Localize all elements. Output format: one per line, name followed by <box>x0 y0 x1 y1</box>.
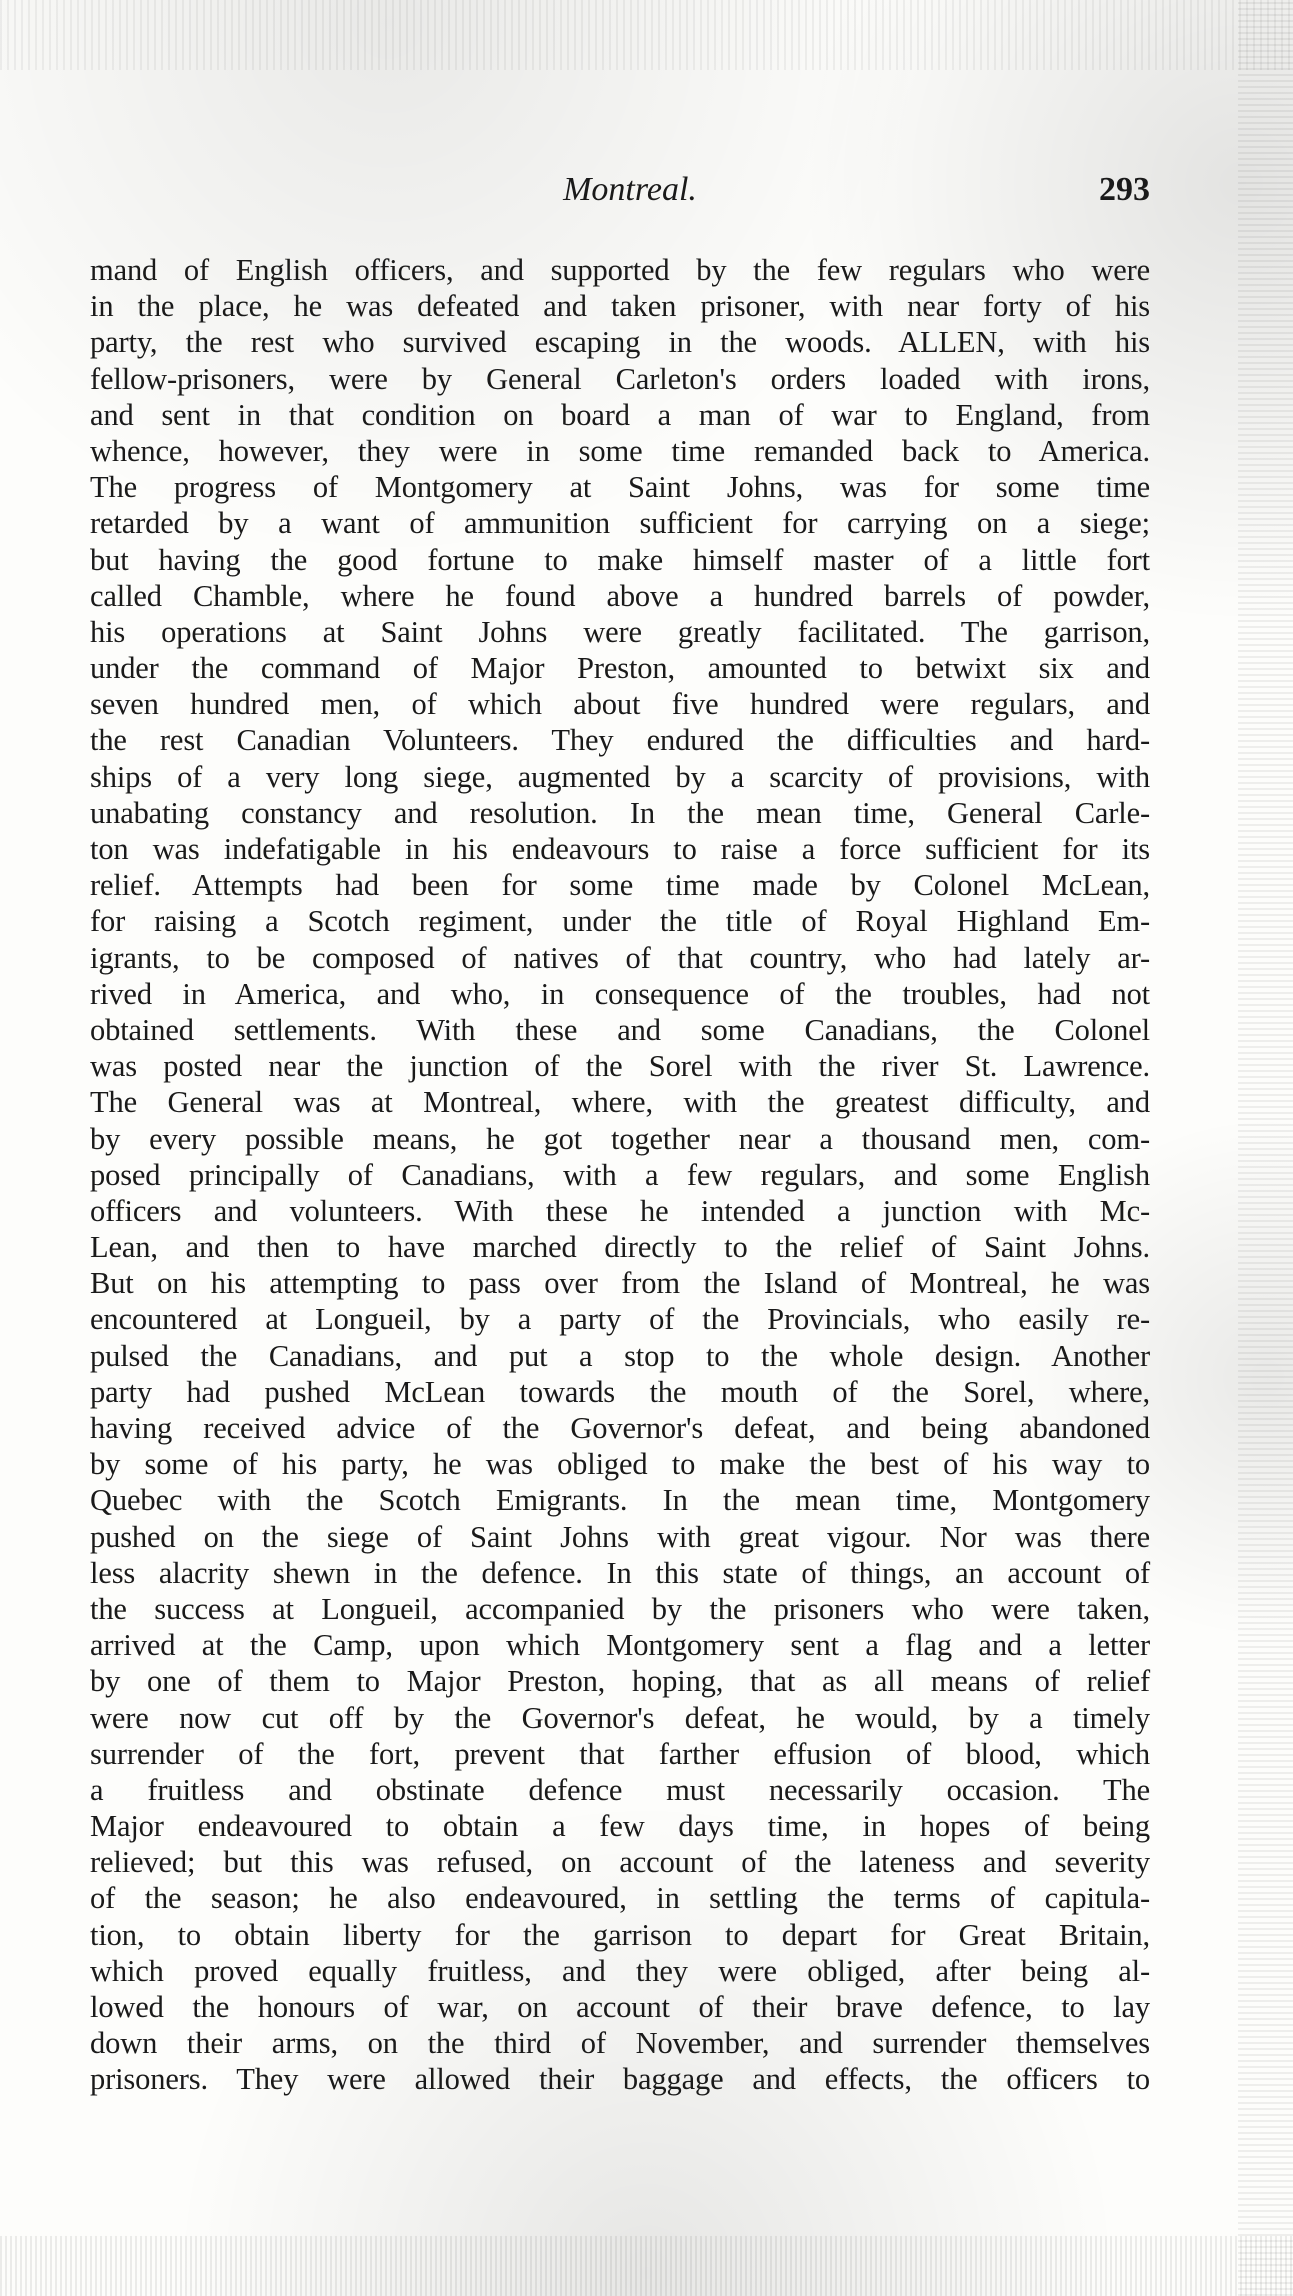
text-line: The progress of Montgomery at Saint Johns, was for some time <box>90 470 1150 505</box>
text-line: Lean, and then to have marched directly to the relief of Saint Johns. <box>90 1230 1150 1265</box>
text-line: obtained settlements. With these and some Canadians, the Colonel <box>90 1012 1150 1047</box>
text-line: igrants, to be composed of natives of that country, who had lately ar- <box>90 940 1150 975</box>
text-line: posed principally of Canadians, with a few regulars, and some English <box>90 1157 1150 1192</box>
text-line: But on his attempting to pass over from the Island of Montreal, he was <box>90 1266 1150 1301</box>
text-line: his operations at Saint Johns were greatly facilitated. The garrison, <box>90 614 1150 649</box>
text-line: the rest Canadian Volunteers. They endured the difficulties and hard- <box>90 723 1150 758</box>
text-line: Major endeavoured to obtain a few days time, in hopes of being <box>90 1809 1150 1844</box>
running-head-title: Montreal. <box>563 171 697 208</box>
page-edge-noise-top <box>0 0 1293 70</box>
text-line: unabating constancy and resolution. In the mean time, General Carle- <box>90 795 1150 830</box>
text-line: arrived at the Camp, upon which Montgomery sent a flag and a letter <box>90 1628 1150 1663</box>
text-line: by some of his party, he was obliged to make the best of his way to <box>90 1447 1150 1482</box>
text-line: encountered at Longueil, by a party of the Provincials, who easily re- <box>90 1302 1150 1337</box>
text-line: fellow-prisoners, were by General Carleton's orders loaded with irons, <box>90 361 1150 396</box>
text-line: in the place, he was defeated and taken prisoner, with near forty of his <box>90 289 1150 324</box>
text-line: retarded by a want of ammunition sufficient for carrying on a siege; <box>90 506 1150 541</box>
text-line: a fruitless and obstinate defence must necessarily occasion. The <box>90 1772 1150 1807</box>
text-line: called Chamble, where he found above a hundred barrels of powder, <box>90 578 1150 613</box>
text-line: officers and volunteers. With these he intended a junction with Mc- <box>90 1193 1150 1228</box>
text-line: under the command of Major Preston, amounted to betwixt six and <box>90 651 1150 686</box>
text-line: party had pushed McLean towards the mouth of the Sorel, where, <box>90 1374 1150 1409</box>
text-line: mand of English officers, and supported by the few regulars who were <box>90 253 1150 287</box>
text-line: but having the good fortune to make himself master of a little fort <box>90 542 1150 577</box>
text-line: surrender of the fort, prevent that farther effusion of blood, which <box>90 1736 1150 1771</box>
text-line: Quebec with the Scotch Emigrants. In the mean time, Montgomery <box>90 1483 1150 1518</box>
text-line: the success at Longueil, accompanied by the prisoners who were taken, <box>90 1591 1150 1626</box>
text-line: whence, however, they were in some time remanded back to America. <box>90 433 1150 468</box>
text-line: lowed the honours of war, on account of their brave defence, to lay <box>90 1990 1150 2024</box>
text-line: ton was indefatigable in his endeavours to raise a force sufficient for its <box>90 832 1150 866</box>
text-line: The General was at Montreal, where, with the greatest difficulty, and <box>90 1085 1150 1120</box>
text-line: was posted near the junction of the Sorel with the river St. Lawrence. <box>90 1049 1150 1084</box>
text-line: rived in America, and who, in consequence of the troubles, had not <box>90 976 1150 1011</box>
text-line: relief. Attempts had been for some time made by Colonel McLean, <box>90 868 1150 903</box>
text-line: of the season; he also endeavoured, in settling the terms of capitula- <box>90 1881 1150 1916</box>
page-number: 293 <box>1099 171 1150 208</box>
text-line: for raising a Scotch regiment, under the title of Royal Highland Em- <box>90 904 1150 939</box>
text-line: were now cut off by the Governor's defeat, he would, by a timely <box>90 1700 1150 1735</box>
text-line: by every possible means, he got together near a thousand men, com- <box>90 1121 1150 1156</box>
text-line: prisoners. They were allowed their baggage and effects, the officers to <box>90 2062 1150 2097</box>
text-line: relieved; but this was refused, on account of the lateness and severity <box>90 1845 1150 1880</box>
text-line: party, the rest who survived escaping in the woods. ALLEN, with his <box>90 325 1150 360</box>
text-line: tion, to obtain liberty for the garrison to depart for Great Britain, <box>90 1917 1150 1952</box>
text-line: and sent in that condition on board a man of war to England, from <box>90 397 1150 432</box>
text-line: seven hundred men, of which about five hundred were regulars, and <box>90 687 1150 722</box>
text-line: less alacrity shewn in the defence. In this state of things, an account of <box>90 1555 1150 1590</box>
page-edge-noise-bottom <box>0 2236 1293 2296</box>
body-text <box>90 252 1150 2098</box>
text-line: by one of them to Major Preston, hoping, that as all means of relief <box>90 1664 1150 1699</box>
text-line: pushed on the siege of Saint Johns with great vigour. Nor was there <box>90 1519 1150 1554</box>
text-line: pulsed the Canadians, and put a stop to the whole design. Another <box>90 1338 1150 1373</box>
text-line: ships of a very long siege, augmented by a scarcity of provisions, with <box>90 759 1150 794</box>
running-head <box>90 168 1150 212</box>
text-line: down their arms, on the third of November, and surrender themselves <box>90 2026 1150 2061</box>
text-line: which proved equally fruitless, and they were obliged, after being al- <box>90 1953 1150 1988</box>
page-edge-noise-right <box>1238 0 1293 2296</box>
text-line: having received advice of the Governor's defeat, and being abandoned <box>90 1411 1150 1445</box>
